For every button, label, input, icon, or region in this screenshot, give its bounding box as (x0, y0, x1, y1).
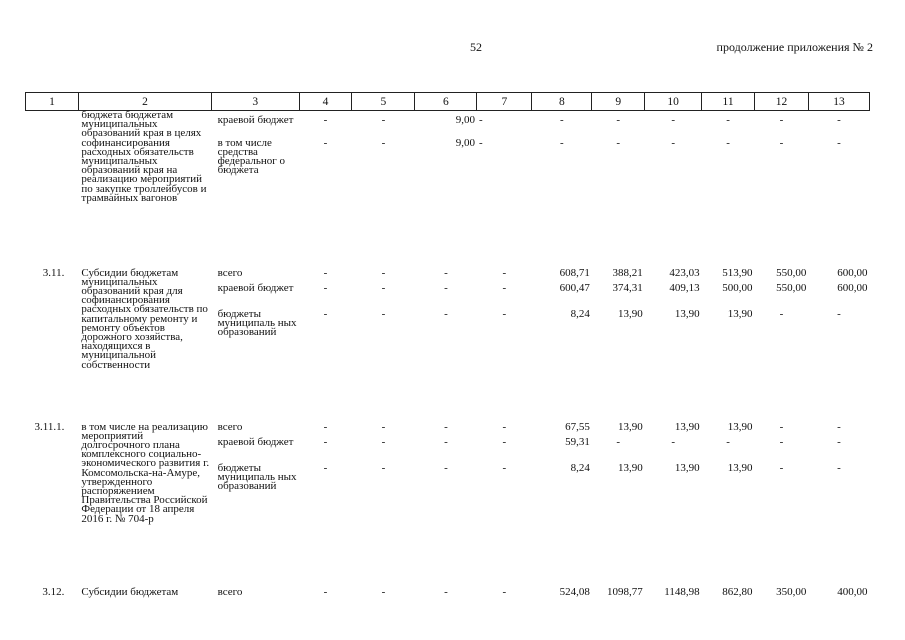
value-cell: 500,00 (722, 281, 753, 294)
funding-source: всего (217, 585, 243, 598)
value-cell: - (779, 435, 784, 448)
column-header: 2 (78, 93, 211, 111)
funding-source: бюджеты муниципаль ных образований (217, 461, 297, 492)
value-cell: 13,90 (617, 461, 643, 474)
value-cell: 600,47 (559, 281, 590, 294)
value-cell: 862,80 (722, 585, 753, 598)
value-cell: 13,90 (727, 307, 753, 320)
value-cell: - (381, 307, 386, 320)
value-cell: 423,03 (669, 266, 700, 279)
value-cell: - (502, 420, 507, 433)
table-group (26, 264, 870, 418)
value-cell: - (478, 136, 483, 149)
value-cell: - (837, 420, 841, 433)
value-cell: - (444, 307, 448, 320)
value-cell: 1098,77 (606, 585, 643, 598)
value-cell: 388,21 (612, 266, 643, 279)
value-cell: - (502, 461, 507, 474)
value-cell: 409,13 (669, 281, 700, 294)
value-cell: - (323, 307, 328, 320)
row-id: 3.12. (42, 585, 65, 598)
column-header: 1 (26, 93, 79, 111)
value-cell: 513,90 (722, 266, 753, 279)
value-cell: - (616, 435, 621, 448)
column-header: 8 (532, 93, 592, 111)
row-description: бюджета бюджетам муниципальных образований края в целях софинансирования расходных обязательств муниципальных образований края на реализацию мероприятий по закупке троллейбусов и трамвайных вагонов (81, 109, 207, 204)
value-cell: - (381, 585, 386, 598)
value-cell: - (502, 435, 507, 448)
value-cell: 350,00 (776, 585, 807, 598)
row-description: в том числе на реализацию мероприятий долгосрочного плана комплексного социально-экономического развития г. Комсомольска-на-Амуре, утвержденного распоряжением Правительства Российской Федерации от 18 апреля 2016 г. № 704-р (81, 420, 210, 525)
column-header: 12 (755, 93, 809, 111)
value-cell: 400,00 (837, 585, 868, 598)
funding-source: всего (217, 266, 243, 279)
value-cell: - (671, 114, 675, 126)
value-cell: - (444, 461, 448, 474)
value-cell: - (381, 281, 386, 294)
value-cell: 600,00 (837, 266, 868, 279)
column-header: 3 (212, 93, 299, 111)
funding-source: краевой бюджет (217, 435, 294, 448)
value-cell: 524,08 (559, 585, 590, 598)
value-cell: - (444, 266, 448, 279)
value-cell: - (726, 136, 730, 149)
value-cell: - (779, 461, 784, 474)
value-cell: 550,00 (776, 266, 807, 279)
value-cell: - (444, 420, 448, 433)
value-cell: 8,24 (570, 307, 590, 320)
column-header: 5 (352, 93, 415, 111)
value-cell: - (381, 420, 386, 433)
value-cell: 13,90 (674, 307, 700, 320)
table-group (26, 583, 870, 603)
value-cell: - (381, 461, 386, 474)
funding-source: краевой бюджет (217, 114, 294, 126)
funding-source: всего (217, 420, 243, 433)
column-header: 11 (702, 93, 755, 111)
table-header (26, 93, 870, 111)
row-id: 3.11. (42, 266, 65, 279)
value-cell: - (779, 136, 784, 149)
value-cell: - (502, 281, 507, 294)
value-cell: - (478, 114, 483, 126)
value-cell: 13,90 (727, 420, 753, 433)
row-id (26, 111, 79, 264)
budget-table (25, 92, 870, 603)
value-cell: 9,00 (455, 136, 475, 149)
value-cell: - (502, 585, 507, 598)
value-cell: - (444, 585, 448, 598)
value-cell: - (323, 281, 328, 294)
value-cell: - (837, 136, 841, 149)
column-header: 10 (645, 93, 702, 111)
table-group (26, 111, 870, 264)
value-cell: 13,90 (617, 420, 643, 433)
value-cell: 13,90 (617, 307, 643, 320)
value-cell: - (779, 307, 784, 320)
value-cell: 550,00 (776, 281, 807, 294)
value-cell: 13,90 (674, 420, 700, 433)
value-cell: - (726, 114, 730, 126)
value-cell: - (779, 114, 784, 126)
value-cell: - (502, 266, 507, 279)
row-description: Субсидии бюджетам (81, 585, 179, 598)
value-cell: 374,31 (612, 281, 643, 294)
value-cell: 13,90 (674, 461, 700, 474)
funding-source: в том числе средства федеральног о бюджета (217, 136, 286, 177)
value-cell: - (616, 114, 621, 126)
value-cell: - (323, 585, 328, 598)
value-cell: - (381, 266, 386, 279)
column-header: 7 (477, 93, 532, 111)
row-id: 3.11.1. (34, 420, 65, 433)
value-cell: 8,24 (570, 461, 590, 474)
value-cell: - (502, 307, 507, 320)
value-cell: - (323, 114, 328, 126)
value-cell: - (671, 136, 675, 149)
value-cell: 600,00 (837, 281, 868, 294)
funding-source: краевой бюджет (217, 281, 294, 294)
column-header: 6 (415, 93, 477, 111)
value-cell: 608,71 (559, 266, 590, 279)
value-cell: - (444, 281, 448, 294)
value-cell: - (323, 435, 328, 448)
value-cell: 13,90 (727, 461, 753, 474)
value-cell: - (323, 420, 328, 433)
value-cell: - (837, 435, 841, 448)
value-cell: - (779, 420, 784, 433)
value-cell: - (323, 136, 328, 149)
value-cell: - (381, 114, 386, 126)
funding-source: бюджеты муниципаль ных образований (217, 307, 297, 338)
value-cell: - (323, 266, 328, 279)
value-cell: - (323, 461, 328, 474)
value-cell: - (837, 114, 841, 126)
value-cell: - (616, 136, 621, 149)
continuation-note: продолжение приложения № 2 (716, 40, 873, 54)
column-header: 9 (592, 93, 645, 111)
value-cell: - (837, 307, 841, 320)
value-cell: - (381, 136, 386, 149)
column-header: 4 (299, 93, 352, 111)
row-description: Субсидии бюджетам муниципальных образований края для софинансирования расходных обязательств по капитальному ремонту и ремонту объектов дорожного хозяйства, находящихся в муниципальной собственности (81, 266, 208, 371)
value-cell: 9,00 (455, 114, 475, 126)
value-cell: 59,31 (565, 435, 590, 448)
value-cell: 1148,98 (664, 585, 700, 598)
page-number: 52 (470, 40, 482, 54)
table-group (26, 418, 870, 583)
value-cell: - (671, 435, 675, 448)
value-cell: - (444, 435, 448, 448)
value-cell: - (726, 435, 730, 448)
value-cell: 67,55 (565, 420, 590, 433)
value-cell: - (560, 136, 564, 149)
value-cell: - (381, 435, 386, 448)
value-cell: - (560, 114, 564, 126)
column-header: 13 (808, 93, 869, 111)
value-cell: - (837, 461, 841, 474)
